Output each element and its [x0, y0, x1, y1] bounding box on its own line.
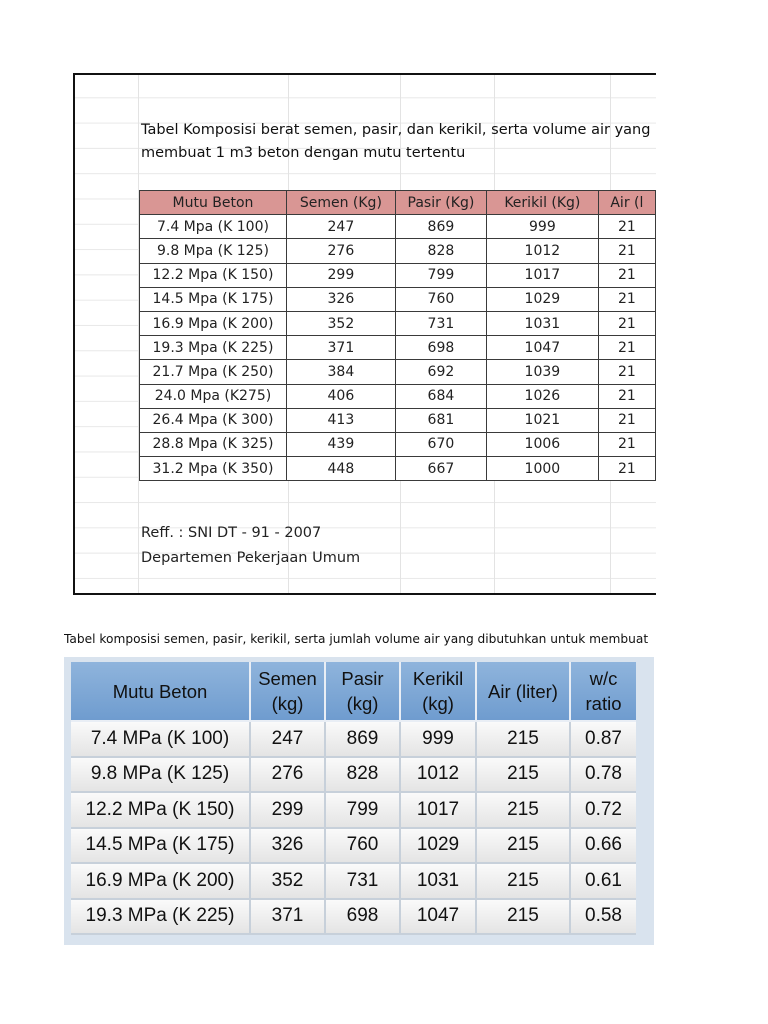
value-cell: 999	[486, 215, 598, 239]
column-header: Mutu Beton	[140, 191, 287, 215]
table-row	[140, 384, 656, 408]
table-row	[140, 408, 656, 432]
value-cell: 760	[326, 829, 401, 865]
column-header	[326, 662, 401, 722]
grade-cell: 16.9 Mpa (K 200)	[140, 311, 287, 335]
value-cell: 1047	[486, 336, 598, 360]
table-row	[71, 722, 636, 758]
value-cell: 667	[395, 457, 486, 481]
table-row	[140, 239, 656, 263]
value-cell: 731	[395, 311, 486, 335]
header-line: Pasir	[341, 668, 384, 689]
composition-table-image	[64, 657, 654, 945]
value-cell: 215	[477, 864, 571, 900]
value-cell: 215	[477, 793, 571, 829]
value-cell: 448	[286, 457, 395, 481]
header-line: Air (liter)	[488, 680, 558, 702]
header-line: ratio	[585, 693, 622, 714]
column-header	[477, 662, 571, 722]
value-cell: 21	[598, 408, 655, 432]
spreadsheet-notes	[141, 521, 360, 571]
value-cell: 1029	[401, 829, 477, 865]
value-cell: 21	[598, 215, 655, 239]
table-row	[140, 215, 656, 239]
grade-cell: 26.4 Mpa (K 300)	[140, 408, 287, 432]
table-row	[140, 287, 656, 311]
table-row	[71, 864, 636, 900]
value-cell: 1029	[486, 287, 598, 311]
value-cell: 0.72	[571, 793, 636, 829]
value-cell: 247	[251, 722, 326, 758]
value-cell: 371	[251, 900, 326, 936]
value-cell: 0.78	[571, 758, 636, 794]
table-row	[71, 829, 636, 865]
value-cell: 869	[395, 215, 486, 239]
grade-cell: 12.2 Mpa (K 150)	[140, 263, 287, 287]
value-cell: 215	[477, 829, 571, 865]
table-row	[140, 311, 656, 335]
value-cell: 326	[286, 287, 395, 311]
value-cell: 21	[598, 457, 655, 481]
grade-cell: 7.4 MPa (K 100)	[71, 722, 251, 758]
value-cell: 828	[326, 758, 401, 794]
value-cell: 684	[395, 384, 486, 408]
value-cell: 406	[286, 384, 395, 408]
column-header: Kerikil (Kg)	[486, 191, 598, 215]
value-cell: 0.58	[571, 900, 636, 936]
value-cell: 21	[598, 263, 655, 287]
header-line: w/c	[589, 668, 618, 689]
column-header: Pasir (Kg)	[395, 191, 486, 215]
table-caption: Tabel komposisi semen, pasir, kerikil, serta jumlah volume air yang dibutuhkan untuk membuat	[64, 632, 649, 646]
value-cell: 1039	[486, 360, 598, 384]
reference-text: Reff. : SNI DT - 91 - 2007	[141, 525, 322, 541]
spreadsheet-title	[141, 119, 656, 165]
value-cell: 799	[395, 263, 486, 287]
grade-cell: 7.4 Mpa (K 100)	[140, 215, 287, 239]
table-row	[140, 263, 656, 287]
column-header	[71, 662, 251, 722]
value-cell: 21	[598, 384, 655, 408]
value-cell: 326	[251, 829, 326, 865]
column-header: Semen (Kg)	[286, 191, 395, 215]
value-cell: 869	[326, 722, 401, 758]
value-cell: 21	[598, 336, 655, 360]
grade-cell: 21.7 Mpa (K 250)	[140, 360, 287, 384]
header-line: Mutu Beton	[112, 680, 208, 702]
value-cell: 276	[286, 239, 395, 263]
value-cell: 1031	[486, 311, 598, 335]
grade-cell: 19.3 MPa (K 225)	[71, 900, 251, 936]
value-cell: 760	[395, 287, 486, 311]
column-header: Air (l	[598, 191, 655, 215]
column-header	[571, 662, 636, 722]
value-cell: 299	[251, 793, 326, 829]
value-cell: 384	[286, 360, 395, 384]
value-cell: 731	[326, 864, 401, 900]
department-text: Departemen Pekerjaan Umum	[141, 550, 361, 566]
grade-cell: 9.8 MPa (K 125)	[71, 758, 251, 794]
grade-cell: 28.8 Mpa (K 325)	[140, 432, 287, 456]
value-cell: 352	[251, 864, 326, 900]
value-cell: 1017	[401, 793, 477, 829]
spreadsheet-screenshot	[73, 73, 656, 595]
value-cell: 670	[395, 432, 486, 456]
header-line: (kg)	[346, 693, 379, 714]
table-row	[71, 900, 636, 936]
value-cell: 299	[286, 263, 395, 287]
value-cell: 698	[395, 336, 486, 360]
table-row	[140, 432, 656, 456]
header-line: (kg)	[422, 693, 454, 714]
value-cell: 1026	[486, 384, 598, 408]
value-cell: 21	[598, 432, 655, 456]
grade-cell: 12.2 MPa (K 150)	[71, 793, 251, 829]
header-line: Semen	[258, 668, 317, 689]
table-row	[71, 758, 636, 794]
column-header	[401, 662, 477, 722]
value-cell: 215	[477, 900, 571, 936]
header-line: (kg)	[271, 693, 304, 714]
value-cell: 21	[598, 239, 655, 263]
grade-cell: 16.9 MPa (K 200)	[71, 864, 251, 900]
value-cell: 1021	[486, 408, 598, 432]
column-header	[251, 662, 326, 722]
value-cell: 1047	[401, 900, 477, 936]
composition-table-styled	[71, 662, 636, 935]
grade-cell: 24.0 Mpa (K275)	[140, 384, 287, 408]
value-cell: 0.87	[571, 722, 636, 758]
value-cell: 1031	[401, 864, 477, 900]
grade-cell: 19.3 Mpa (K 225)	[140, 336, 287, 360]
value-cell: 692	[395, 360, 486, 384]
value-cell: 698	[326, 900, 401, 936]
value-cell: 371	[286, 336, 395, 360]
value-cell: 828	[395, 239, 486, 263]
title-line-2: membuat 1 m3 beton dengan mutu tertentu	[141, 145, 466, 161]
grade-cell: 31.2 Mpa (K 350)	[140, 457, 287, 481]
value-cell: 247	[286, 215, 395, 239]
value-cell: 1017	[486, 263, 598, 287]
composition-table-spreadsheet	[139, 190, 656, 481]
value-cell: 276	[251, 758, 326, 794]
value-cell: 1000	[486, 457, 598, 481]
title-line-1: Tabel Komposisi berat semen, pasir, dan kerikil, serta volume air yang	[141, 122, 651, 138]
value-cell: 21	[598, 360, 655, 384]
value-cell: 21	[598, 287, 655, 311]
table-row	[140, 336, 656, 360]
value-cell: 1012	[401, 758, 477, 794]
table-header-row	[140, 191, 656, 215]
value-cell: 215	[477, 758, 571, 794]
value-cell: 999	[401, 722, 477, 758]
value-cell: 21	[598, 311, 655, 335]
value-cell: 352	[286, 311, 395, 335]
value-cell: 799	[326, 793, 401, 829]
value-cell: 1006	[486, 432, 598, 456]
grade-cell: 14.5 Mpa (K 175)	[140, 287, 287, 311]
value-cell: 681	[395, 408, 486, 432]
value-cell: 1012	[486, 239, 598, 263]
table-header-row	[71, 662, 636, 722]
table-row	[140, 360, 656, 384]
value-cell: 413	[286, 408, 395, 432]
value-cell: 0.66	[571, 829, 636, 865]
value-cell: 439	[286, 432, 395, 456]
table-row	[71, 793, 636, 829]
grade-cell: 9.8 Mpa (K 125)	[140, 239, 287, 263]
table-row	[140, 457, 656, 481]
value-cell: 0.61	[571, 864, 636, 900]
value-cell: 215	[477, 722, 571, 758]
header-line: Kerikil	[412, 668, 464, 689]
grade-cell: 14.5 MPa (K 175)	[71, 829, 251, 865]
